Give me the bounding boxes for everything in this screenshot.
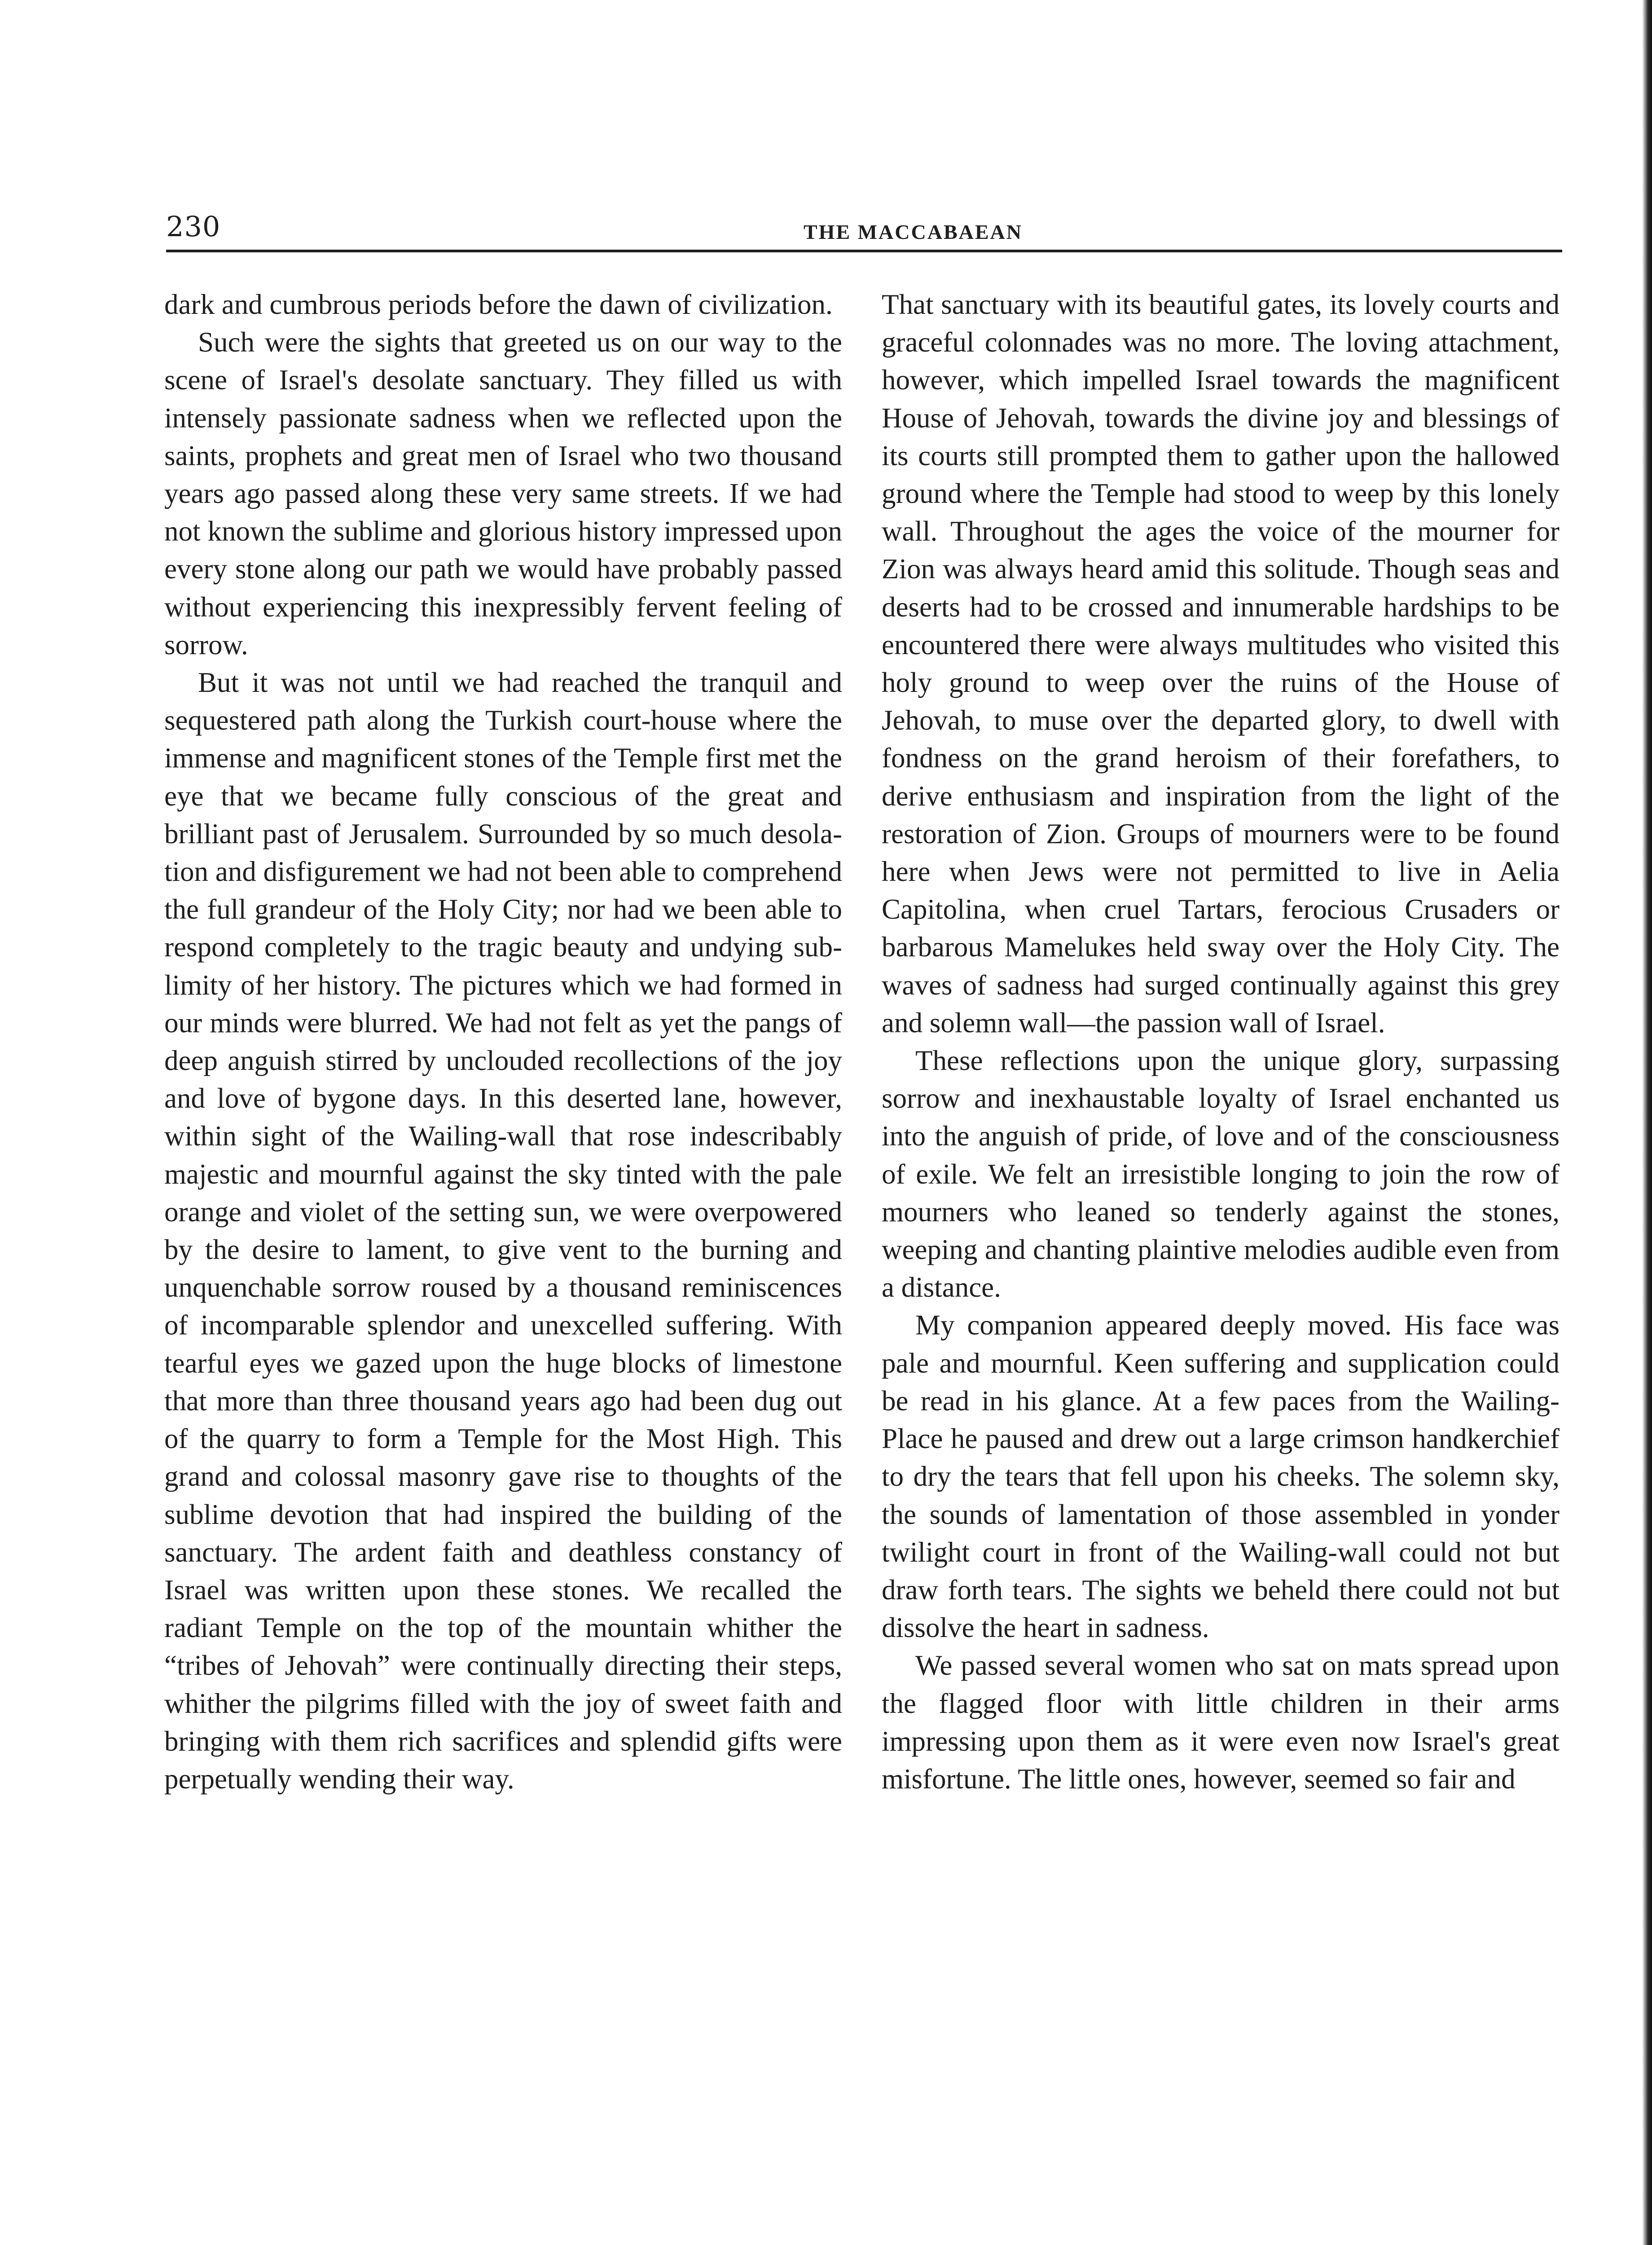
right-column — [882, 286, 1560, 1798]
paragraph: That sanctuary with its beautiful gates, its lovely courts and graceful colonnades was no more. The loving attachment, however, which impelled Israel towards the magnificent House of Jehovah, towards the divine joy and blessings of its courts still prompted them to gather upon the hallowed ground where the Temple had stood to weep by this lonely wall. Throughout the ages the voice of the mourner for Zion was always heard amid this solitude. Though seas and deserts had to be crossed and innumerable hardships to be encountered there were always multitudes who visited this holy ground to weep over the ruins of the House of Jehovah, to muse over the departed glory, to dwell with fondness on the grand heroism of their forefathers, to derive enthusiasm and inspiration from the light of the restoration of Zion. Groups of mourners were to be found here when Jews were not permitted to live in Aelia Capitolina, when cruel Tartars, ferocious Crusaders or barbarous Mamelukes held sway over the Holy City. The waves of sadness had surged continually against this grey and solemn wall—the passion wall of Israel. — [882, 289, 1560, 1039]
header-rule — [166, 250, 1562, 252]
journal-title: THE MACCABAEAN — [804, 220, 1023, 243]
paragraph: We passed several women who sat on mats spread upon the flagged floor with little children in their arms impressing upon them as it were even now Israel's great misfortune. The little ones, however, seemed so fair and — [882, 1650, 1560, 1795]
paragraph: dark and cumbrous periods before the dawn of civilization. — [164, 289, 833, 320]
page-scan-edge — [1642, 0, 1652, 2245]
paragraph: My companion appeared deeply moved. His face was pale and mournful. Keen suffering and supplication could be read in his glance. At a few paces from the Wailing-Place he paused and drew out a large crimson handkerchief to dry the tears that fell upon his cheeks. The solemn sky, the sounds of lamentation of those assembled in yonder twilight court in front of the Wailing-wall could not but draw forth tears. The sights we beheld there could not but dissolve the heart in sadness. — [882, 1309, 1560, 1644]
page-number: 230 — [166, 210, 221, 243]
left-column — [164, 286, 842, 1798]
paragraph: But it was not until we had reached the tranquil and sequestered path along the Turkish court-house where the immense and magnificent stones of the Temple first met the eye that we became fully conscious of the great and brilliant past of Jerusalem. Surrounded by so much desolation and disfigurement we had not been able to comprehend the full grandeur of the Holy City; nor had we been able to respond completely to the tragic beauty and undying sublimity of her history. The pictures which we had formed in our minds were blurred. We had not felt as yet the pangs of deep anguish stirred by unclouded recollections of the joy and love of bygone days. In this deserted lane, however, within sight of the Wailing-wall that rose indescribably majestic and mournful against the sky tinted with the pale orange and violet of the setting sun, we were overpowered by the desire to lament, to give vent to the burning and unquenchable sorrow roused by a thousand reminiscences of incomparable splendor and unexcelled suffering. With tearful eyes we gazed upon the huge blocks of limestone that more than three thousand years ago had been dug out of the quarry to form a Temple for the Most High. This grand and colossal masonry gave rise to thoughts of the sublime devotion that had inspired the building of the sanctuary. The ardent faith and deathless constancy of Israel was written upon these stones. We recalled the radiant Temple on the top of the mountain whither the “tribes of Jehovah” were continually directing their steps, whither the pilgrims filled with the joy of sweet faith and bringing with them rich sacrifices and splendid gifts were perpetually wending their way. — [164, 667, 842, 1795]
running-head — [166, 210, 1562, 242]
paragraph: Such were the sights that greeted us on our way to the scene of Israel's desolate sanctuary. They filled us with intensely passionate sadness when we reflected upon the saints, prophets and great men of Israel who two thousand years ago passed along these very same streets. If we had not known the sublime and glorious history impressed upon every stone along our path we would have probably passed without experiencing this inexpressibly fervent feeling of sorrow. — [164, 326, 842, 660]
paragraph: These reflections upon the unique glory, surpassing sorrow and inexhaustable loyalty of Israel enchanted us into the anguish of pride, of love and of the consciousness of exile. We felt an irresistible longing to join the row of mourners who leaned so tenderly against the stones, weeping and chanting plaintive melodies audible even from a distance. — [882, 1045, 1560, 1303]
